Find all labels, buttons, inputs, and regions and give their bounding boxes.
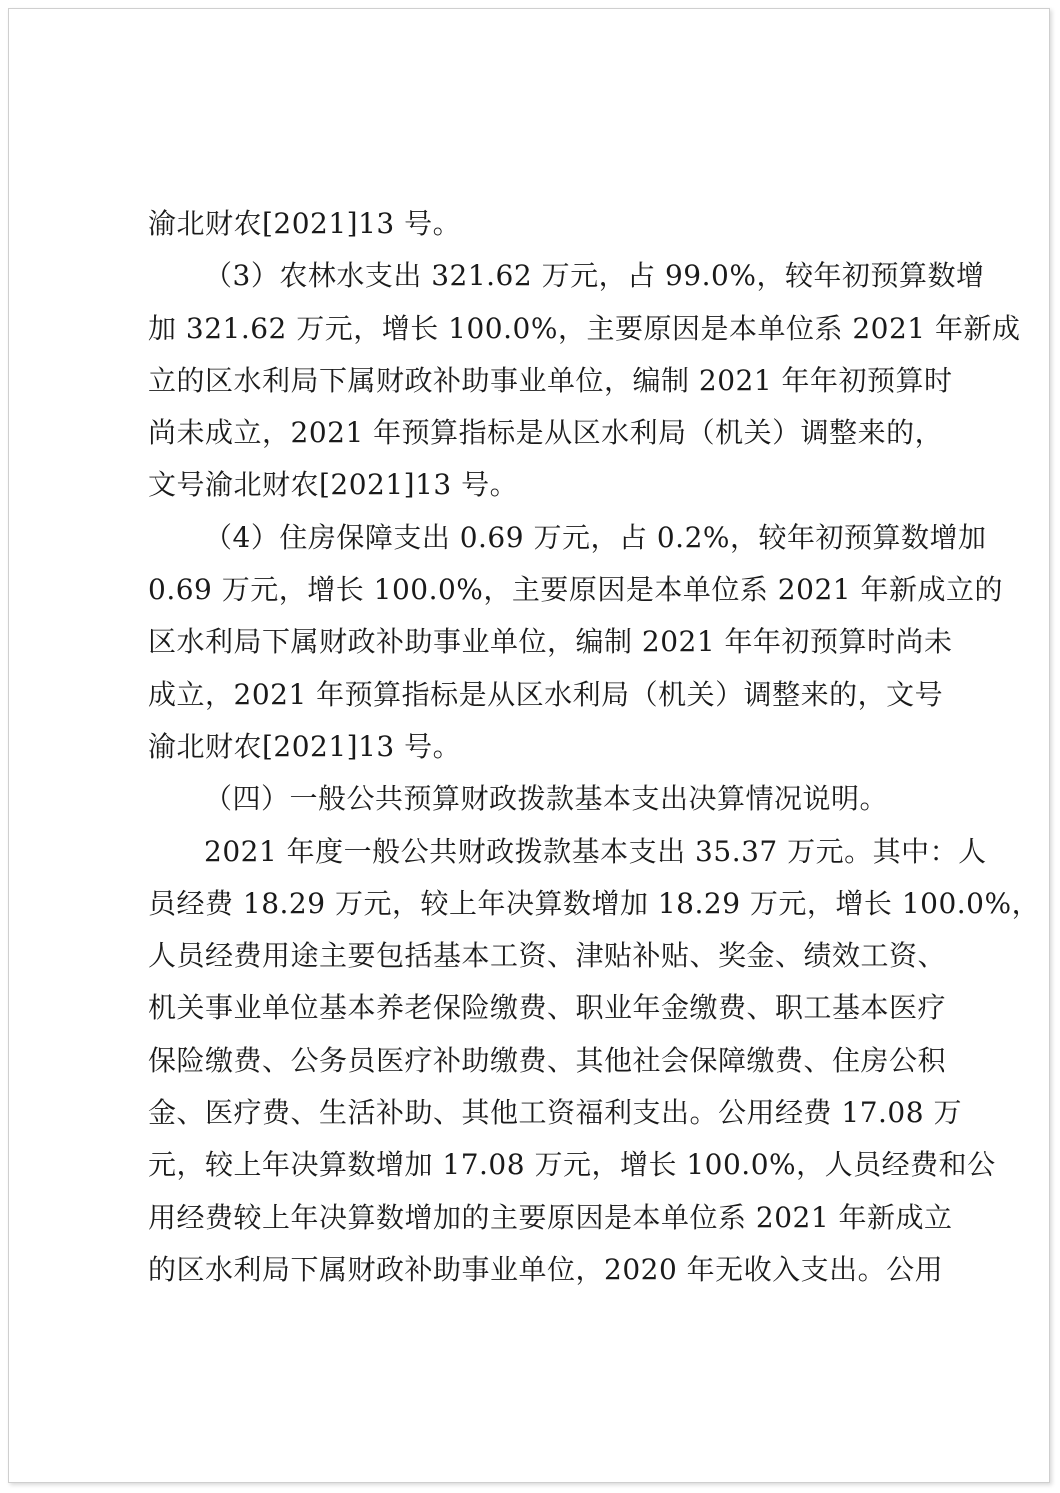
text-line-4: 立的区水利局下属财政补助事业单位，编制 2021 年年初预算时 (148, 363, 953, 397)
text-line-17: 保险缴费、公务员医疗补助缴费、其他社会保障缴费、住房公积 (148, 1043, 947, 1077)
text-line-7: （4）住房保障支出 0.69 万元，占 0.2%，较年初预算数增加 (204, 520, 987, 554)
section-heading: （四）一般公共预算财政拨款基本支出决算情况说明。 (204, 782, 889, 816)
text-line-21: 的区水利局下属财政补助事业单位，2020 年无收入支出。公用 (148, 1252, 944, 1286)
text-line-1: 渝北财农[2021]13 号。 (148, 207, 462, 240)
text-line-2: （3）农林水支出 321.62 万元，占 99.0%，较年初预算数增 (204, 259, 985, 293)
text-line-3: 加 321.62 万元，增长 100.0%，主要原因是本单位系 2021 年新成 (148, 311, 1021, 345)
text-line-10: 成立，2021 年预算指标是从区水利局（机关）调整来的，文号 (148, 677, 944, 711)
text-line-13: 2021 年度一般公共财政拨款基本支出 35.37 万元。其中：人 (204, 834, 987, 868)
text-line-20: 用经费较上年决算数增加的主要原因是本单位系 2021 年新成立 (148, 1200, 953, 1234)
text-line-18: 金、医疗费、生活补助、其他工资福利支出。公用经费 17.08 万 (148, 1096, 962, 1130)
text-line-16: 机关事业单位基本养老保险缴费、职业年金缴费、职工基本医疗 (148, 991, 947, 1025)
text-line-19: 元，较上年决算数增加 17.08 万元，增长 100.0%，人员经费和公 (148, 1148, 996, 1182)
text-line-11: 渝北财农[2021]13 号。 (148, 729, 462, 763)
text-line-6: 文号渝北财农[2021]13 号。 (148, 468, 519, 502)
text-line-9: 区水利局下属财政补助事业单位，编制 2021 年年初预算时尚未 (148, 625, 953, 659)
document-body (148, 198, 1041, 1296)
text-line-5: 尚未成立，2021 年预算指标是从区水利局（机关）调整来的， (148, 416, 944, 450)
text-line-14: 员经费 18.29 万元，较上年决算数增加 18.29 万元，增长 100.0%， (148, 886, 1041, 920)
text-line-8: 0.69 万元，增长 100.0%，主要原因是本单位系 2021 年新成立的 (148, 573, 1003, 607)
text-line-15: 人员经费用途主要包括基本工资、津贴补贴、奖金、绩效工资、 (148, 939, 947, 973)
